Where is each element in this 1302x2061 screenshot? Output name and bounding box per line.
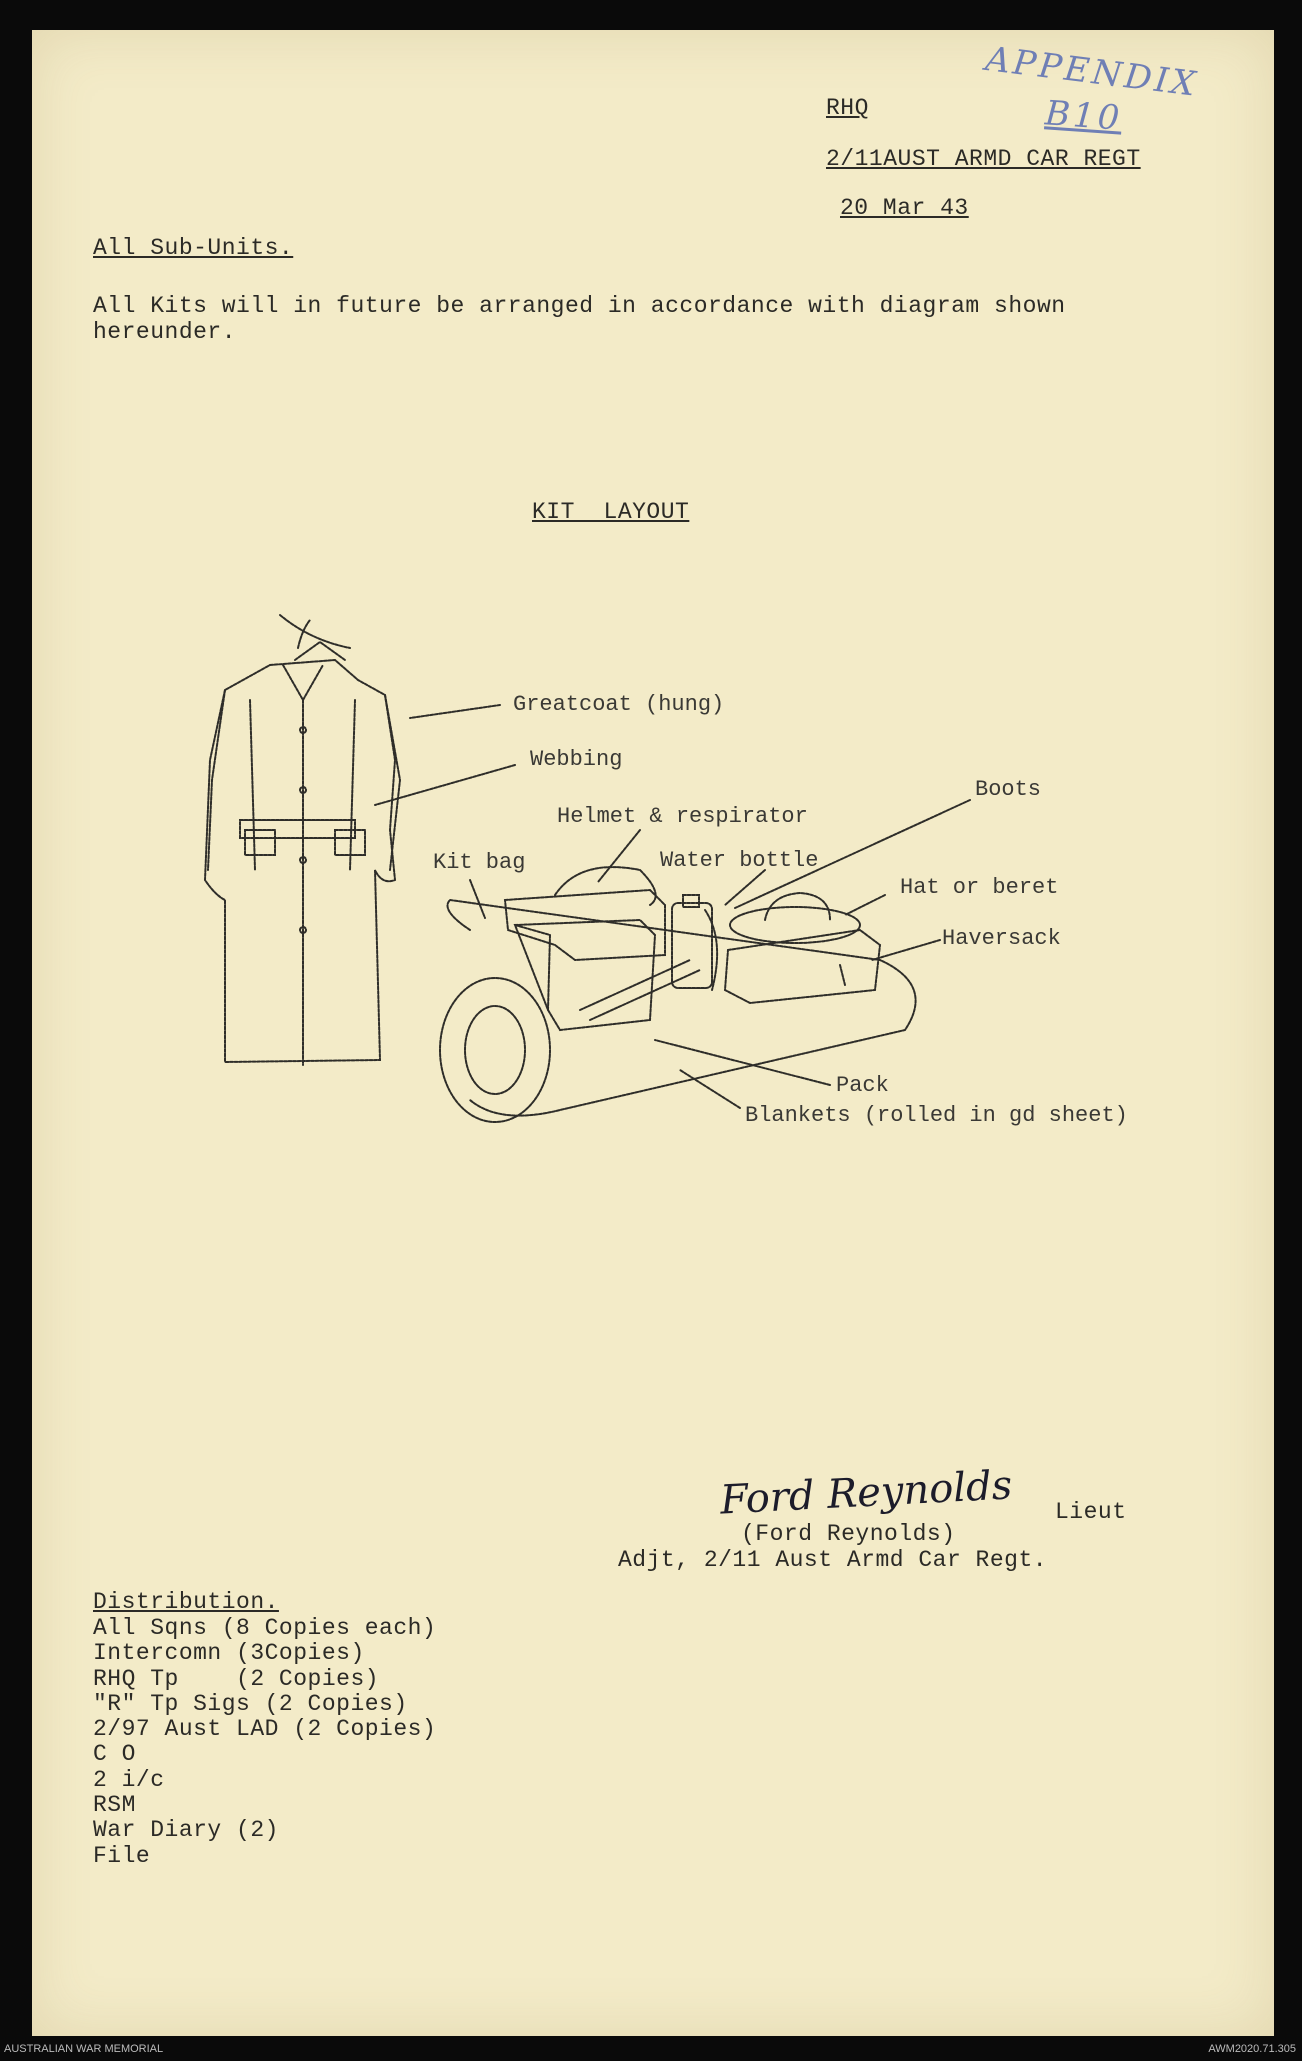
appendix-annotation: APPENDIX [983, 39, 1201, 105]
distribution-heading: Distribution. [93, 1589, 279, 1615]
hanger-icon [280, 615, 350, 660]
distribution-item: File [93, 1842, 151, 1869]
webbing-pointer [375, 765, 515, 805]
distribution-item: 2/97 Aust LAD (2 Copies) [93, 1716, 437, 1743]
signature-typed-name: (Ford Reynolds) [741, 1521, 956, 1547]
header-regiment: 2/11AUST ARMD CAR REGT [826, 146, 1141, 172]
footer-left: AUSTRALIAN WAR MEMORIAL [4, 2043, 164, 2055]
label-pack: Pack [836, 1073, 889, 1098]
distribution-item: RHQ Tp (2 Copies) [93, 1665, 380, 1692]
label-greatcoat: Greatcoat (hung) [513, 692, 725, 717]
label-blankets: Blankets (rolled in gd sheet) [745, 1103, 1128, 1128]
distribution-item: RSM [93, 1792, 136, 1819]
distribution-item: War Diary (2) [93, 1817, 279, 1844]
diagram-title: KIT LAYOUT [532, 499, 690, 525]
label-kitbag: Kit bag [433, 850, 526, 875]
body-text-line-2: hereunder. [93, 319, 237, 345]
label-webbing: Webbing [530, 747, 623, 772]
helmet-box-icon [505, 867, 665, 960]
label-haversack: Haversack [942, 926, 1061, 951]
signature: Ford Reynolds [718, 1462, 1014, 1524]
header-date: 20 Mar 43 [840, 195, 969, 221]
distribution-list [93, 1616, 436, 1869]
header-unit: RHQ [826, 95, 869, 121]
helmet-pointer [598, 830, 640, 882]
distribution-item: Intercomn (3Copies) [93, 1640, 365, 1667]
pack-pointer [655, 1040, 830, 1085]
haversack-pointer [872, 940, 940, 960]
greatcoat-pointer [410, 705, 500, 718]
label-helmet: Helmet & respirator [557, 804, 808, 829]
hat-icon [730, 893, 860, 943]
signature-position: Adjt, 2/11 Aust Armd Car Regt. [618, 1547, 1048, 1573]
label-water-bottle: Water bottle [660, 848, 819, 873]
body-text-line-1: All Kits will in future be arranged in accordance with diagram shown [93, 293, 1066, 319]
label-boots: Boots [975, 777, 1042, 802]
signature-rank: Lieut [1055, 1499, 1127, 1525]
address-line: All Sub-Units. [93, 235, 294, 261]
label-hat: Hat or beret [900, 875, 1059, 900]
distribution-item: C O [93, 1741, 136, 1768]
distribution-item: 2 i/c [93, 1766, 165, 1793]
waterbottle-pointer [725, 870, 765, 905]
hat-pointer [845, 895, 885, 915]
distribution-item: "R" Tp Sigs (2 Copies) [93, 1690, 408, 1717]
distribution-item: All Sqns (8 Copies each) [93, 1615, 437, 1641]
footer-right: AWM2020.71.305 [1208, 2043, 1296, 2055]
water-bottle-icon [672, 895, 717, 990]
kitbag-pointer [470, 880, 485, 918]
greatcoat-icon [205, 660, 400, 1065]
appendix-number: B10 [1043, 93, 1124, 139]
